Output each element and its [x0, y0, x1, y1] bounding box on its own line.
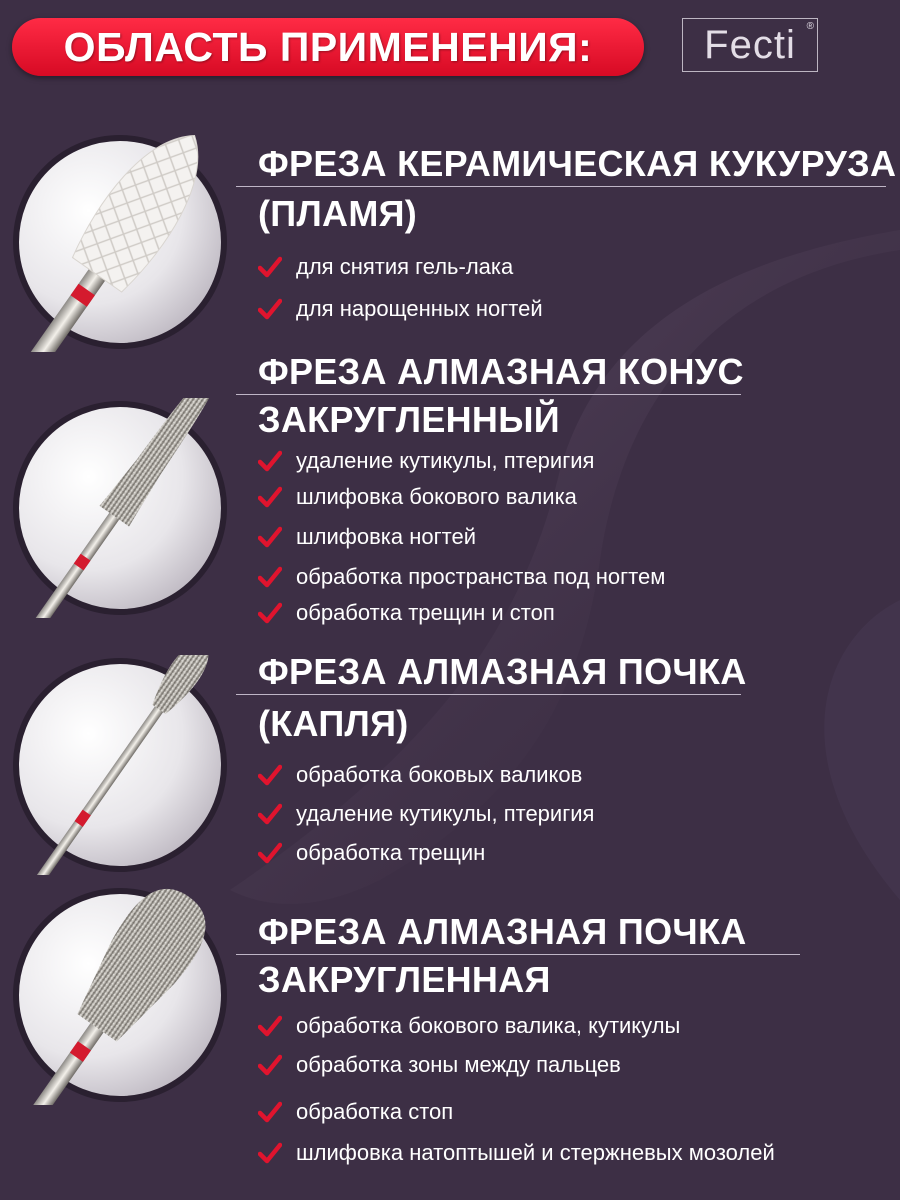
section-title-line1: ФРЕЗА КЕРАМИЧЕСКАЯ КУКУРУЗА: [258, 143, 897, 184]
check-icon: [258, 566, 282, 588]
list-item-text: обработка трещин и стоп: [296, 600, 555, 625]
page-title: ОБЛАСТЬ ПРИМЕНЕНИЯ:: [63, 23, 593, 70]
list-item: [258, 1140, 775, 1166]
check-icon: [258, 842, 282, 864]
check-icon: [258, 1101, 282, 1123]
list-item-text: удаление кутикулы, птеригия: [296, 801, 595, 826]
list-item-text: шлифовка ногтей: [296, 524, 477, 549]
diamond-drop-bit-icon: [10, 655, 230, 875]
check-icon: [258, 486, 282, 508]
list-item-text: обработка трещин: [296, 840, 486, 865]
list-item: [258, 600, 555, 626]
list-item: [258, 1099, 453, 1125]
section-title-line2: (ПЛАМЯ): [258, 193, 418, 234]
ceramic-corn-bit-icon: [10, 132, 230, 352]
list-item-text: обработка бокового валика, кутикулы: [296, 1013, 681, 1038]
list-item-text: обработка зоны между пальцев: [296, 1052, 621, 1077]
list-item-text: обработка пространства под ногтем: [296, 564, 666, 589]
list-item: [258, 762, 582, 788]
list-item: [258, 524, 476, 550]
list-item: [258, 1013, 680, 1039]
list-item: [258, 564, 665, 590]
check-icon: [258, 602, 282, 624]
check-icon: [258, 803, 282, 825]
section-divider: [236, 394, 741, 395]
check-icon: [258, 1142, 282, 1164]
section-title-line1: ФРЕЗА АЛМАЗНАЯ КОНУС: [258, 351, 744, 392]
header-banner: [12, 18, 644, 76]
check-icon: [258, 764, 282, 786]
brand-name: Fecti: [704, 22, 796, 67]
diamond-rounded-bud-bit-icon: [10, 885, 230, 1105]
check-icon: [258, 256, 282, 278]
registered-mark: ®: [806, 21, 814, 32]
list-item-text: для нарощенных ногтей: [296, 296, 543, 321]
list-item: [258, 1052, 621, 1078]
check-icon: [258, 298, 282, 320]
check-icon: [258, 450, 282, 472]
list-item-text: обработка стоп: [296, 1099, 454, 1124]
list-item: [258, 296, 543, 322]
list-item: [258, 448, 594, 474]
check-icon: [258, 1054, 282, 1076]
list-item-text: для снятия гель-лака: [296, 254, 514, 279]
list-item: [258, 484, 577, 510]
list-item: [258, 801, 594, 827]
list-item: [258, 254, 513, 280]
section-title-line1: ФРЕЗА АЛМАЗНАЯ ПОЧКА: [258, 911, 747, 952]
check-icon: [258, 526, 282, 548]
section-title-line2: ЗАКРУГЛЕННЫЙ: [258, 399, 560, 440]
section-title-line2: ЗАКРУГЛЕННАЯ: [258, 959, 551, 1000]
section-divider: [236, 694, 741, 695]
section-title-line1: ФРЕЗА АЛМАЗНАЯ ПОЧКА: [258, 651, 747, 692]
section-divider: [236, 186, 886, 187]
section-divider: [236, 954, 800, 955]
list-item-text: шлифовка натоптышей и стержневых мозолей: [296, 1140, 775, 1165]
list-item-text: шлифовка бокового валика: [296, 484, 577, 509]
list-item-text: обработка боковых валиков: [296, 762, 583, 787]
brand-logo: [682, 18, 818, 72]
list-item: [258, 840, 485, 866]
diamond-cone-bit-icon: [10, 398, 230, 618]
check-icon: [258, 1015, 282, 1037]
list-item-text: удаление кутикулы, птеригия: [296, 448, 595, 473]
section-title-line2: (КАПЛЯ): [258, 703, 409, 744]
